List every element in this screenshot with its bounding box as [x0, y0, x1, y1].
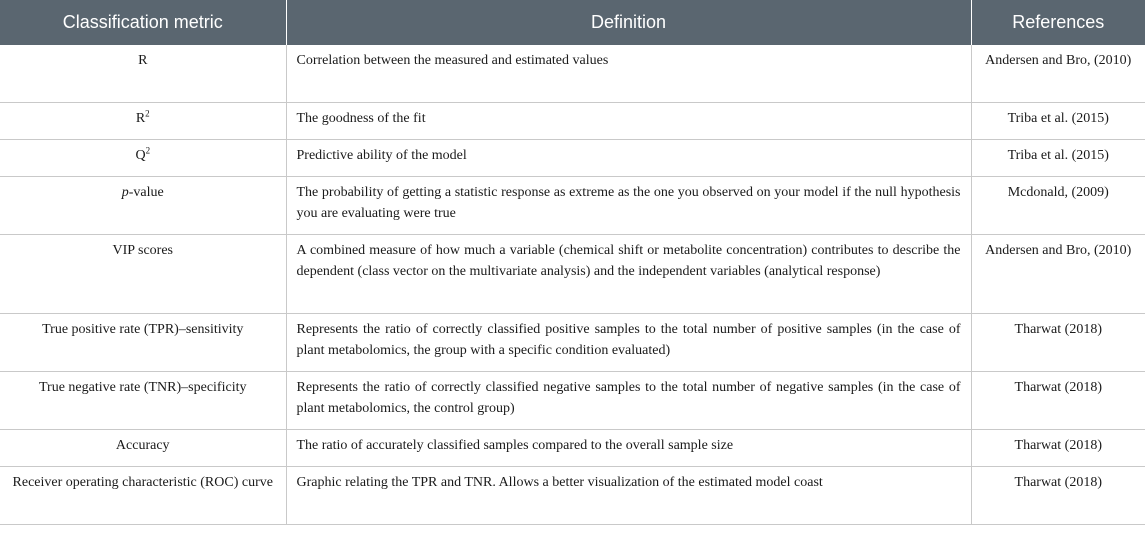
metric-rest: -value [128, 184, 164, 200]
table-row [0, 371, 1145, 429]
metric-cell: Accuracy [0, 429, 286, 466]
definition-cell: The goodness of the fit [286, 102, 971, 139]
table-row [0, 313, 1145, 371]
reference-cell: Triba et al. (2015) [971, 139, 1145, 176]
table-row [0, 176, 1145, 234]
reference-cell: Tharwat (2018) [971, 313, 1145, 371]
definition-cell: A combined measure of how much a variable (chemical shift or metabolite concentration) contributes to describe the dependent (class vector on the multivariate analysis) and the independent variables (analytical response) [286, 234, 971, 313]
table-row [0, 139, 1145, 176]
metric-cell [0, 102, 286, 139]
metric-cell [0, 139, 286, 176]
table-row [0, 45, 1145, 102]
reference-cell: Tharwat (2018) [971, 466, 1145, 524]
metric-base: R [135, 110, 146, 126]
metric-cell: True negative rate (TNR)–specificity [0, 371, 286, 429]
reference-cell: Mcdonald, (2009) [971, 176, 1145, 234]
definition-cell: Graphic relating the TPR and TNR. Allows a better visualization of the estimated model coast [286, 466, 971, 524]
metric-superscript: 2 [145, 144, 151, 155]
reference-cell: Andersen and Bro, (2010) [971, 45, 1145, 102]
definition-cell: Predictive ability of the model [286, 139, 971, 176]
metric-cell: R [0, 45, 286, 102]
definition-cell: The probability of getting a statistic response as extreme as the one you observed on your model if the null hypothesis you are evaluating were true [286, 176, 971, 234]
reference-cell: Andersen and Bro, (2010) [971, 234, 1145, 313]
definition-cell: Correlation between the measured and estimated values [286, 45, 971, 102]
metric-cell: VIP scores [0, 234, 286, 313]
table-row [0, 429, 1145, 466]
header-row [0, 0, 1145, 45]
reference-cell: Triba et al. (2015) [971, 102, 1145, 139]
definition-cell: The ratio of accurately classified samples compared to the overall sample size [286, 429, 971, 466]
metric-cell [0, 176, 286, 234]
table-row [0, 466, 1145, 524]
reference-cell: Tharwat (2018) [971, 371, 1145, 429]
metric-base: Q [135, 147, 146, 163]
definition-cell: Represents the ratio of correctly classified positive samples to the total number of positive samples (in the case of plant metabolomics, the group with a specific condition evaluated) [286, 313, 971, 371]
metric-superscript: 2 [145, 107, 150, 118]
table-row [0, 234, 1145, 313]
column-header-metric: Classification metric [0, 0, 286, 45]
column-header-references: References [971, 0, 1145, 45]
table-row [0, 102, 1145, 139]
metric-cell: True positive rate (TPR)–sensitivity [0, 313, 286, 371]
metric-cell: Receiver operating characteristic (ROC) curve [0, 466, 286, 524]
column-header-definition: Definition [286, 0, 971, 45]
reference-cell: Tharwat (2018) [971, 429, 1145, 466]
definition-cell: Represents the ratio of correctly classified negative samples to the total number of negative samples (in the case of plant metabolomics, the control group) [286, 371, 971, 429]
metric-italic: p [121, 184, 129, 200]
